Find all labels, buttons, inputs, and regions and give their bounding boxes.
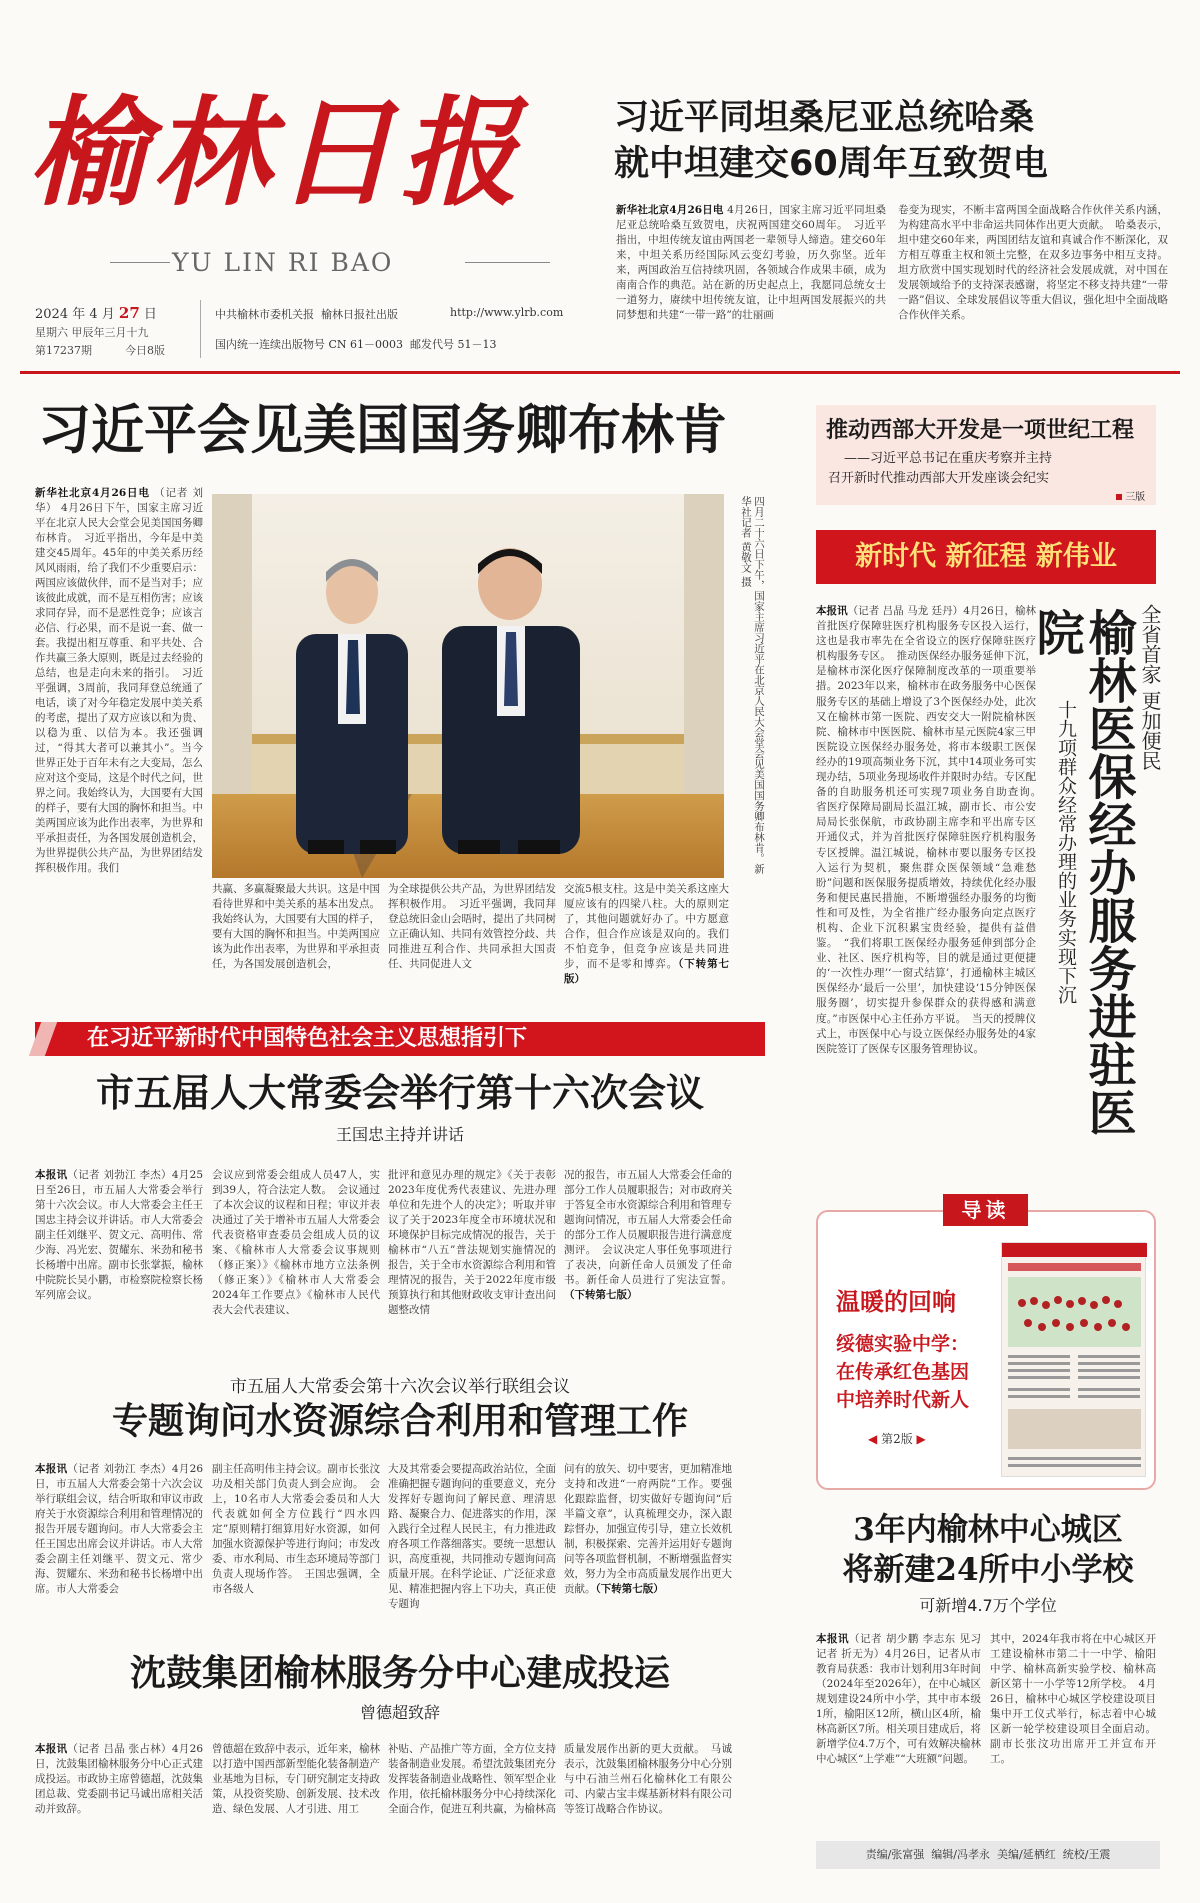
water-dateline: 本报讯 [35, 1463, 68, 1475]
weekday-lunar: 星期六 甲辰年三月十九 [35, 326, 149, 339]
medical-dateline: 本报讯 [816, 605, 848, 617]
issue-number: 第17237期 [35, 344, 92, 357]
newspaper-logo: 榆林日报 [28, 83, 525, 222]
pinyin-rule-right [465, 262, 550, 263]
main-story-dateline: 新华社北京4月26日电 [35, 487, 150, 499]
medical-kicker2: 十九项群众经常办理的业务实现下沉 [1055, 700, 1077, 1004]
medical-kicker1: 全省首家 更加便民 [1138, 604, 1162, 771]
water-col3: 大及其常委会要提高政治站位，全面准确把握专题询问的重要意义，充分发挥好专题询问了解民意、理清思路、凝聚合力、促进落实的作用，深入践行全过程人民民主，有力推进政府各项工作落细落实。要统一思想认识，高度重视，共同推动专题询问高质量开展。在科学论证、广泛征求意见、精准把握内容上下功夫，真正使专题询 [388, 1463, 556, 1610]
shengu-headline[interactable]: 沈鼓集团榆林服务分中心建成投运 [129, 1653, 670, 1694]
npc-col1 [35, 1168, 203, 1338]
water-headline[interactable]: 专题询问水资源综合利用和管理工作 [111, 1401, 688, 1442]
npc-col4-text: 况的报告，市五届人大常委会任命的部分工作人员履职报告；对市政府关于答复全市水资源综合利用和管理专题询问情况，市五届人大常委会任命的部分工作人员履职报告进行满意度测评。 会议决定人事任免事项进行了表决，向新任命人员颁发了任命书。新任命人员进行了宪法宣誓。 [564, 1169, 732, 1286]
masthead-pinyin: YU LIN RI BAO [172, 248, 394, 277]
npc-col3: 批评和意见办理的规定》《关于表彰2023年度优秀代表建议、先进办理单位和先进个人的决定》；听取并审议了关于2023年度全市环境状况和环境保护目标完成情况的报告，关于榆林市“八五”普法规划实施情况的报告，关于全市水资源综合利用和管理情况的报告，关于2022年度市级预算执行和其他财政收支审计查出问题整改情 [388, 1169, 556, 1316]
theme-banner [35, 1022, 765, 1056]
water-kicker: 市五届人大常委会第十六次会议举行联组会议 [230, 1377, 570, 1397]
main-story-photo[interactable] [212, 494, 724, 878]
masthead-bottom-rule [20, 371, 1180, 374]
top-story-dateline: 新华社北京4月26日电 [616, 204, 724, 216]
date-day: 27 [118, 304, 140, 322]
west-promo-sub1: ——习近平总书记在重庆考察并主持 [844, 451, 1053, 466]
npc-continued[interactable]: （下转第七版） [564, 1289, 638, 1301]
top-story-headline-line2[interactable]: 就中坦建交60周年互致贺电 [614, 144, 1048, 184]
top-story-col2 [898, 203, 1168, 355]
new-era-text: 新时代 新征程 新伟业 [855, 541, 1117, 572]
schools-headline-line2[interactable]: 将新建24所中小学校 [842, 1552, 1134, 1588]
guide-story-title: 绥德实验中学：在传承红色基因中培养时代新人 [836, 1333, 970, 1411]
npc-dateline: 本报讯 [35, 1169, 68, 1181]
shengu-col1 [35, 1742, 203, 1872]
west-promo-page-label: 三版 [1125, 492, 1146, 503]
main-story-bottom-col2: 为全球提供公共产品，为世界团结发挥积极作用。 习近平强调，我同拜登总统旧金山会晤时，提出了共同树立正确认知、共同有效管控分歧、共同推进互利合作、共同承担大国责任、共同促进人文 [388, 883, 556, 970]
shengu-dateline: 本报讯 [35, 1743, 68, 1755]
main-story-bottom-col1: 共赢、多赢凝聚最大共识。这是中国看待世界和中美关系的基本出发点。我始终认为，大国要有大国的样子，要有大国的胸怀和担当。中美两国应该为此作出表率，为世界和平承担责任，为各国发展创造机会， [212, 883, 380, 970]
top-story [600, 95, 1170, 360]
npc-col4 [564, 1168, 732, 1338]
west-promo[interactable] [816, 405, 1156, 505]
cn-number: 国内统一连续出版物号 CN 61－0003 邮发代号 51－13 [215, 338, 497, 351]
main-story-bottom-col3-text: 交流5根支柱。这是中美关系这座大厦应该有的四梁八柱。大的原则定了，其他问题就好办了。中方愿意合作，但合作应该是双向的。我们不怕竞争，但竞争应该是共同进步，而不是零和博弈。 [564, 883, 729, 970]
medical-reporter: （记者 吕晶 马龙 廷丹） [847, 605, 964, 617]
water-col1-text: 4月26日，市五届人大常委会第十六次会议举行联组会议，结合听取和审议市政府关于水资源综合利用和管理情况的报告开展专题询问。市人大常委会主任王国忠出席会议并讲话。市人大常委会副主任刘继平、贺文元、常少海、贺耀东、米劲和秘书长杨增中出席。市人大常委会 [35, 1463, 203, 1595]
masthead [0, 0, 600, 370]
top-story-col2-text: 卷变为现实，不断丰富两国全面战略合作伙伴关系内涵，为构建高水平中非命运共同体作出更大贡献。 哈桑表示，坦中建交60年来，两国团结友谊和真诚合作不断深化，双方相互尊重主权和领土完整，在双多边事务中相互支持。坦方欣赏中国实现划时代的经济社会发展成就，对中国在发展领域给予的支持深表感谢，将坚定不移支持共建“一带一路”倡议、全球发展倡议等重大倡议，强化坦中全面战略合作伙伴关系。 [898, 204, 1168, 321]
shengu-reporter: （记者 吕晶 张占林） [67, 1743, 172, 1755]
water-col4 [564, 1462, 732, 1622]
npc-headline[interactable]: 市五届人大常委会举行第十六次会议 [95, 1071, 704, 1115]
guide-page-label: 第2版 [881, 1432, 913, 1446]
shengu-subhead: 曾德超致辞 [359, 1703, 440, 1722]
schools-headline-line1[interactable]: 3年内榆林中心城区 [853, 1512, 1123, 1548]
water-continued[interactable]: （下转第七版） [595, 1583, 664, 1595]
shengu-col1-text: 4月26日，沈鼓集团榆林服务分中心正式建成投运。市政协主席曾德超，沈鼓集团总裁、党委副书记马诚出席相关活动并致辞。 [35, 1743, 203, 1815]
main-story-bottom-col3 [564, 882, 729, 1008]
guide-section-title: 温暖的回响 [836, 1288, 956, 1316]
guide-page-ref [868, 1430, 926, 1447]
page-thumbnail-illustration [1002, 1243, 1147, 1478]
schools-dateline: 本报讯 [816, 1633, 849, 1645]
banner-stripe [29, 1022, 57, 1056]
main-story-continued[interactable]: （下转第七版） [564, 958, 730, 985]
medical-headline[interactable]: 榆林医保经办服务进驻医院 [1028, 608, 1136, 1136]
guide-label: 导读 [943, 1194, 1028, 1226]
shengu-col2: 曾德超在致辞中表示，近年来，榆林以打造中国西部新型能化装备制造产业基地为目标，专门研究制定支持政策，从投资奖励、创新发展、技术改造、绿色发展、人才引进、用工 [212, 1743, 380, 1815]
main-story-reporter: （记者 刘华） [35, 487, 204, 514]
square-bullet-icon [1116, 494, 1122, 500]
triangle-right-icon: ▶ [916, 1432, 926, 1446]
guide-box[interactable] [816, 1198, 1156, 1490]
medical-body-text: 4月26日，榆林首批医疗保障驻医疗机构服务专区投入运行，这也是我市率先在全省设立的医疗保障驻医疗机构服务专区。 推动医保经办服务延伸下沉，是榆林市深化医疗保障制度改革的一项重要举措。2023年以来，榆林市在政务服务中心医保服务专区的基础上增设了3个医保经办处，此次又在榆林市第一医院、西安交大一附院榆林医院、榆林市中医医院、榆林市星元医院4家三甲医院设立医保经办服务处，将市本级职工医保经办的19项高频业务下沉，其中14项业务可实现办结，5项业务现场收件并限时办结。专区配备的自助服务机还可实现7项业务自助查询。 省医疗保障局副局长温江城，副市长、市公安局局长张保航，市政协副主席李和平出席专区开通仪式，并为首批医疗保障驻医疗机构服务专区授牌。温江城说，榆林市要以服务专区投入运行为契机，聚焦群众医保领域“急难愁盼”问题和医保服务提质增效，持续优化经办服务和便民惠民措施，不断增强经办服务的均衡性和可及性，为全省推广经办服务向定点医疗机构、企业下沉积累宝贵经验，提供有益借鉴。 “我们将职工医保经办服务延伸到部分企业、社区、医疗机构等，目的就是通过更便捷的‘一次性办理’‘一窗式结算’，打通榆林主城区医保经办‘最后一公里’，加快建设‘15分钟医保服务圈’，切实提升参保群众的获得感和满意度。”市医保中心主任孙方平说。 当天的授牌仪式上，市医保中心与设立医保经办服务处的4家医院签订了医保专区服务管理协议。 [816, 605, 1047, 1055]
main-story-headline[interactable]: 习近平会见美国国务卿布林肯 [38, 400, 727, 461]
west-promo-title: 推动西部大开发是一项世纪工程 [826, 417, 1135, 443]
schools-col2: 其中，2024年我市将在中心城区开工建设榆林市第二十一中学、榆阳中学、榆林高新实验学校、榆林高新区第十一小学等12所学校。 4月26日，榆林中心城区学校建设项目集中开工仪式举行，标志着中心城区新一轮学校建设项目全面启动。副市长张汶功出席开工并宣布开工。 [990, 1633, 1156, 1765]
date-day-unit: 日 [143, 307, 157, 322]
schools-subhead: 可新增4.7万个学位 [919, 1596, 1057, 1615]
water-reporter: （记者 刘勃江 李杰） [67, 1463, 172, 1475]
date-year-month: 2024 年 4 月 [35, 307, 115, 322]
main-story-col1-text: 4月26日下午，国家主席习近平在北京人民大会堂会见美国国务卿布林肯。 习近平指出，今年是中美建交45周年。45年的中美关系历经风风雨雨，给了我们不少重要启示：两国应该做伙伴，而不是当对手；应该彼此成就，而不是互相伤害；应该求同存异，而不是恶性竞争；应该言必信、行必果，而不是说一套、做一套。我提出相互尊重、和平共处、合作共赢三条大原则，既是过去经验的总结，也是走向未来的指引。 习近平强调，3周前，我同拜登总统通了电话，谈了对今年稳定发展中美关系的考虑，提出了双方应该以和为贵、以稳为重、以信为本。我还强调过，“得其大者可以兼其小”。当今世界正处于百年未有之大变局，怎么应对这个变局，这是个时代之问，世界之问。我始终认为，大国要有大国的样子，要有大国的胸怀和担当。中美两国应该为此作出表率，为世界和平承担责任，为各国发展创造机会，为世界提供公共产品，为世界团结发挥积极作用。我们 [35, 502, 204, 874]
npc-reporter: （记者 刘勃江 李杰） [67, 1169, 172, 1181]
meeting-photo-illustration [212, 494, 724, 878]
west-promo-sub2: 召开新时代推动西部大开发座谈会纪实 [828, 471, 1050, 486]
water-col2: 副主任高明伟主持会议。副市长张汶功及相关部门负责人到会应询。 会上，10名市人大常委会委员和人大代表就如何全方位践行“四水四定”原则精打细算用好水资源，如何加强水资源保护等进行询问；市发改委、市水利局、市生态环境局等部门负责人现场作答。 王国忠强调，全市各级人 [212, 1463, 380, 1595]
issue-date [35, 303, 157, 322]
photo-caption: 四月二十六日下午，国家主席习近平在北京人民大会堂会见美国国务卿布林肯。新华社记者 黄敬文 摄 [740, 496, 765, 874]
triangle-left-icon: ◀ [868, 1432, 878, 1446]
water-col1 [35, 1462, 203, 1622]
medical-body [816, 604, 1047, 1244]
pinyin-rule-left [110, 262, 170, 263]
new-era-banner [816, 530, 1156, 584]
footer-credits: 责编/张富强 编辑/冯孝永 美编/延栖红 统校/王震 [865, 1848, 1111, 1861]
west-promo-page-ref [1116, 488, 1145, 503]
shengu-col4: 质量发展作出新的更大贡献。 马诚表示，沈鼓集团榆林服务分中心分别与中石油兰州石化榆林化工有限公司、内蒙古宝丰煤基新材料有限公司等签订战略合作协议。 [564, 1743, 732, 1815]
sponsor-line: 中共榆林市委机关报 榆林日报社出版 [215, 308, 398, 321]
top-story-col1 [616, 203, 886, 355]
footer-credits-bar [816, 1841, 1160, 1869]
page-count: 今日8版 [125, 344, 165, 357]
npc-col1-text: 4月25日至26日，市五届人大常委会举行第十六次会议。市人大常委会主任王国忠主持会议并讲话。市人大常委会副主任刘继平、贺文元、高明伟、常少海、冯光宏、贺耀东、米劲和秘书长杨增中出席。副市长张掌振，榆林中院院长吴小鹏，市检察院检察长杨军列席会议。 [35, 1169, 203, 1301]
main-story-col1 [35, 486, 203, 1008]
website-link[interactable]: http://www.ylrb.com [450, 306, 564, 319]
shengu-col3: 补贴、产品推广等方面，全方位支持装备制造业发展。希望沈鼓集团充分发挥装备制造业战略性、领军型企业作用，依托榆林服务分中心持续深化全面合作，促进互利共赢，为榆林高 [388, 1743, 556, 1815]
guide-page-thumbnail[interactable] [1001, 1242, 1146, 1477]
masthead-divider [200, 300, 201, 358]
npc-subhead: 王国忠主持并讲话 [335, 1125, 464, 1144]
water-col4-text: 问有的放矢、切中要害，更加精准地支持和改进“一府两院”工作。要强化跟踪监督，切实做好专题询问“后半篇文章”，认真梳理交办，深入跟踪督办，加强宣传引导，建立长效机制，积极探索、完善并运用好专题询问等各项监督机制，不断增强监督实效，努力为全市高质量发展作出更大贡献。 [564, 1463, 732, 1595]
schools-col1 [816, 1632, 981, 1832]
schools-reporter: （记者 胡少鹏 李志东 见习记者 折无为） [816, 1633, 981, 1660]
top-story-col1-text: 4月26日，国家主席习近平同坦桑尼亚总统哈桑互致贺电，庆祝两国建交60周年。 习近平指出，中坦传统友谊由两国老一辈领导人缔造。建交60年来，中坦关系历经国际风云变幻考验，历久弥坚。近年来，两国政治互信持续巩固，各领域合作成果丰硕，成为南南合作的典范。站在新的历史起点上，我愿同总统女士一道努力，赓续中坦传统友谊，让中坦两国发展振兴的共同梦想和共建“一带一路”的壮丽画 [616, 204, 886, 321]
npc-col2: 会议应到常委会组成人员47人，实到39人，符合法定人数。 会议通过了本次会议的议程和日程；审议并表决通过了关于增补市五届人大常委会代表资格审查委员会组成人员的议案、《榆林市人大常委会议事规则（修正案）》《榆林市地方立法条例（修正案）》《榆林市人大常委会2024年工作要点》《榆林市人民代表大会代表建议、 [212, 1169, 380, 1316]
schools-col1-text: 4月26日，记者从市教育局获悉：我市计划利用3年时间（2024年至2026年），在中心城区规划建设24所中小学，其中市本级1所，榆阳区12所，横山区4所，榆林高新区7所。相关项目建成后，将新增学位4.7万个，可有效解决榆林中心城区“上学难”“大班额”问题。 [816, 1648, 982, 1765]
top-story-headline-line1[interactable]: 习近平同坦桑尼亚总统哈桑 [614, 98, 1035, 138]
banner-text: 在习近平新时代中国特色社会主义思想指引下 [87, 1026, 528, 1051]
